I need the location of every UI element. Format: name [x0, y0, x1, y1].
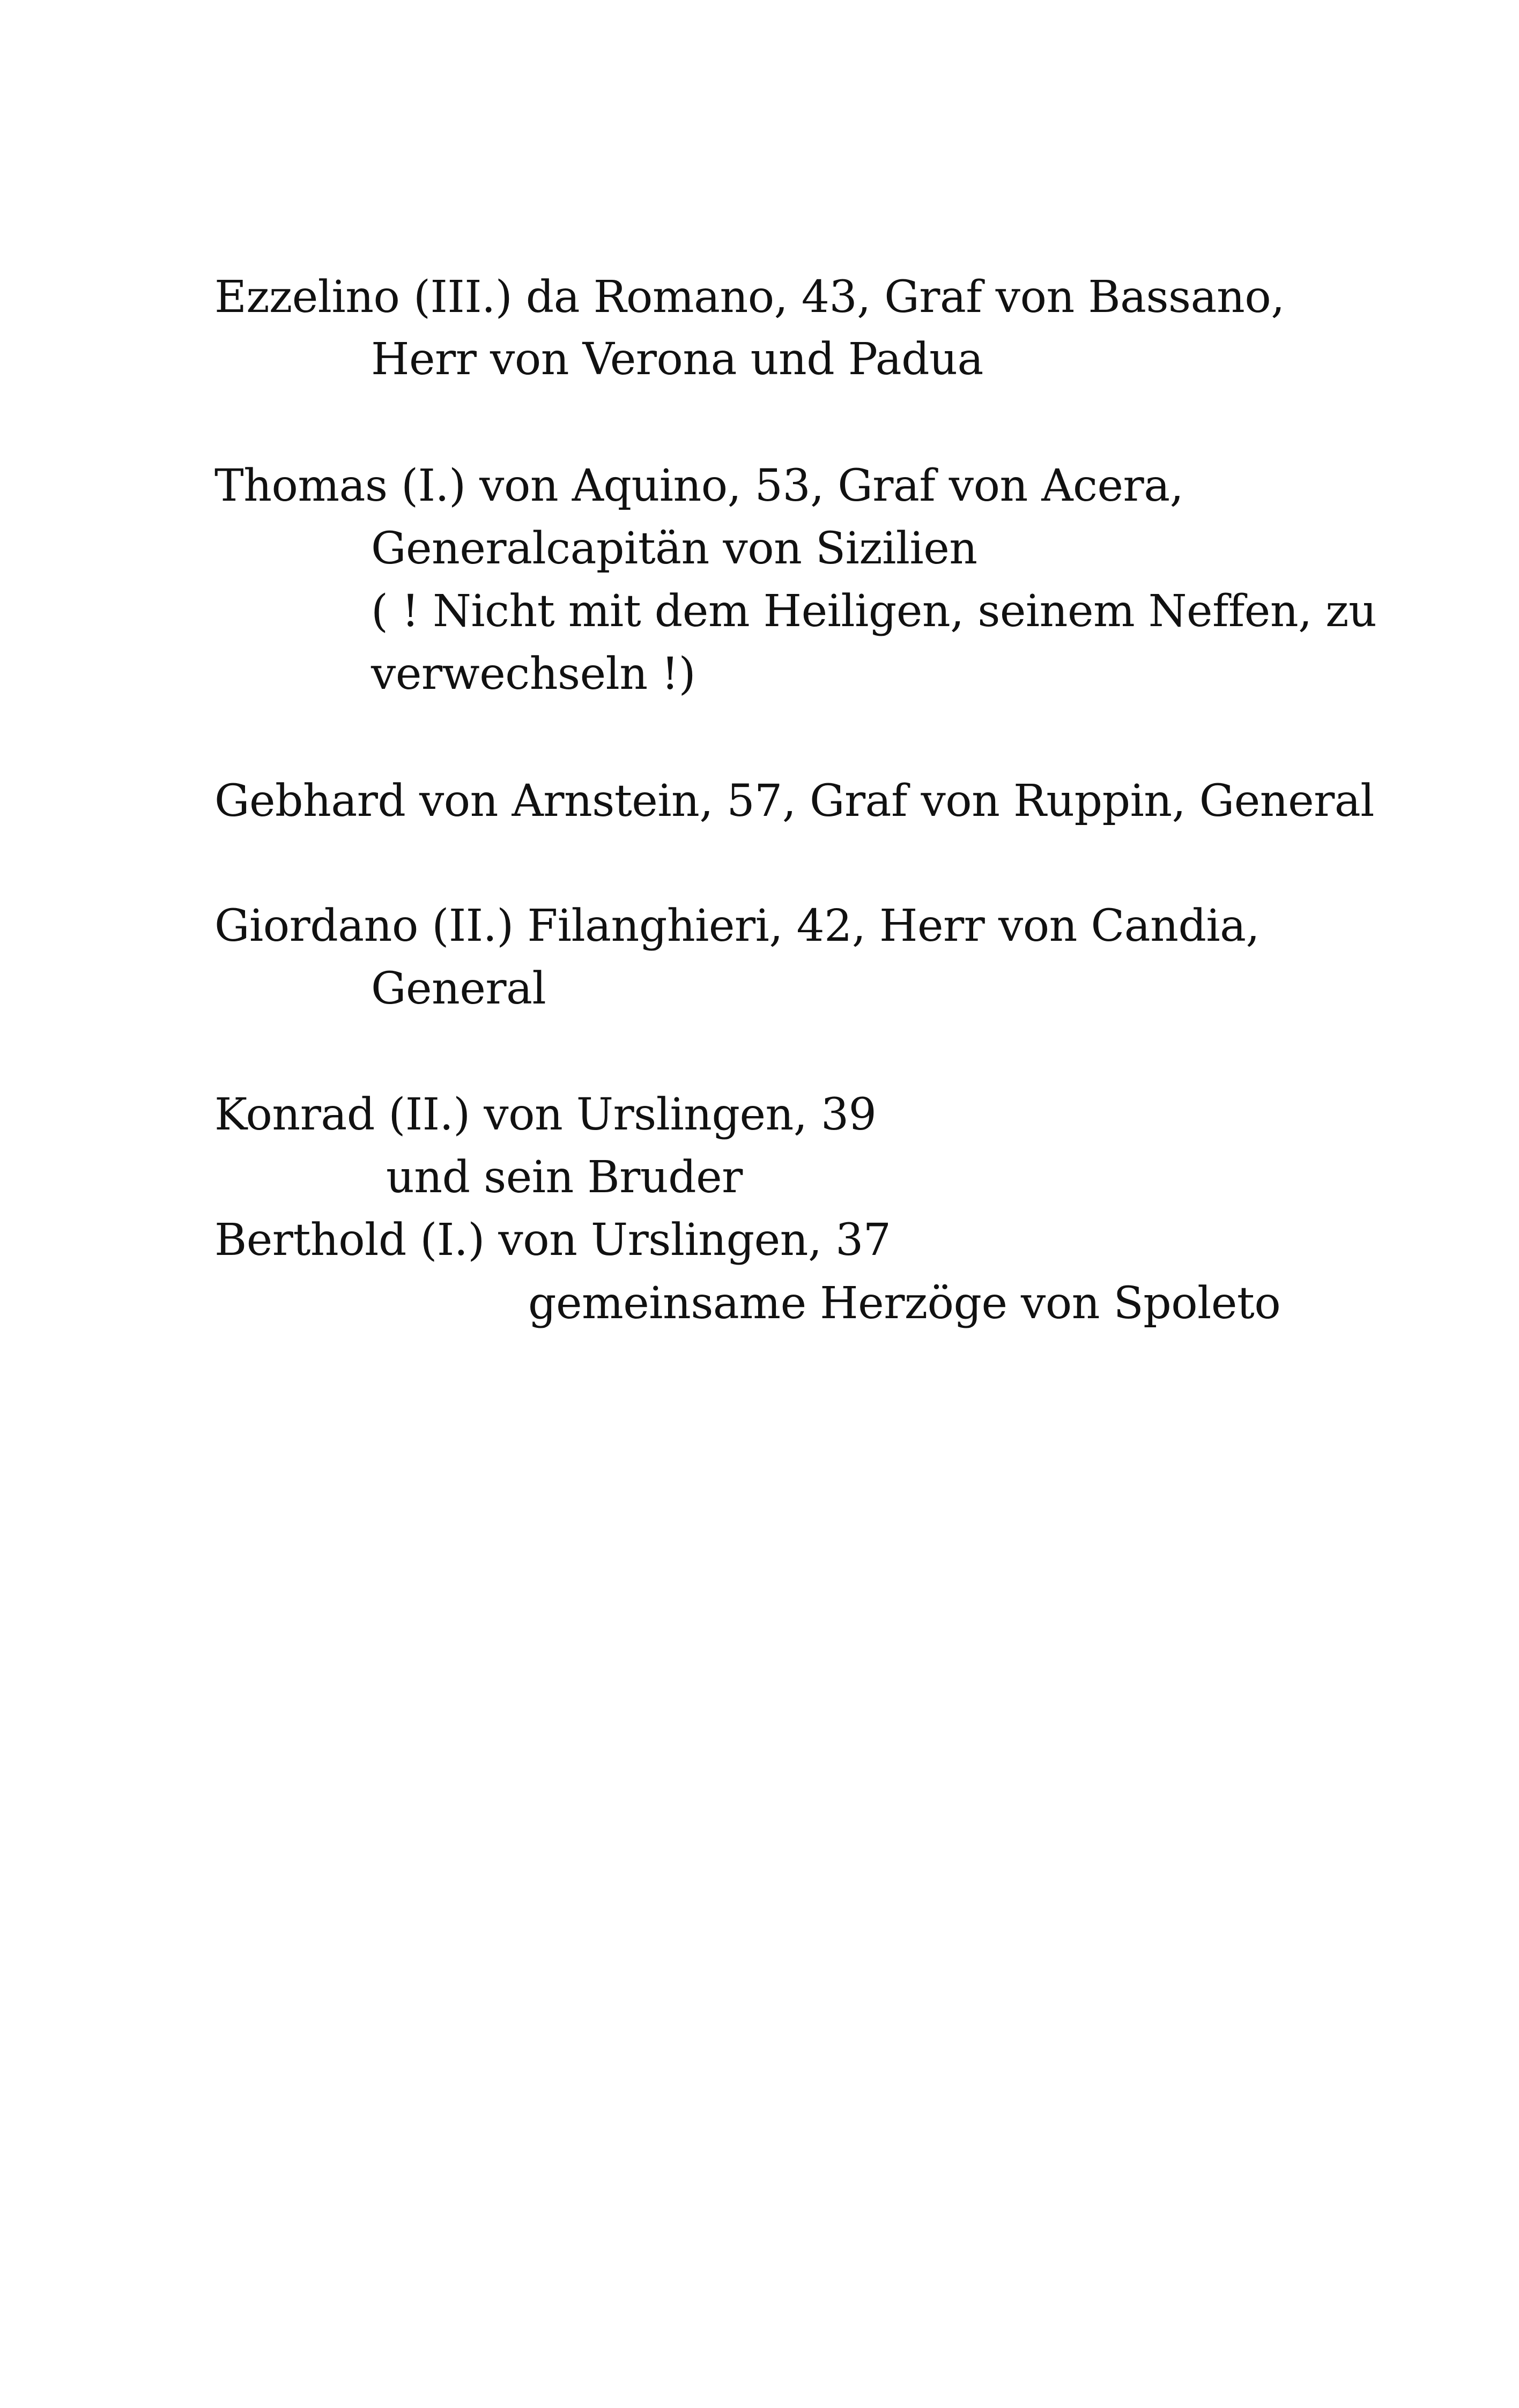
- entry-heading: Ezzelino (III.) da Romano, 43, Graf von Bassano,: [214, 272, 1285, 323]
- entry-heading: Konrad (II.) von Urslingen, 39: [214, 1089, 877, 1140]
- entry-heading-second: Berthold (I.) von Urslingen, 37: [214, 1215, 891, 1266]
- entry-heading: Gebhard von Arnstein, 57, Graf von Ruppin, General: [214, 776, 1374, 827]
- entry-heading: Thomas (I.) von Aquino, 53, Graf von Acera,: [214, 460, 1184, 511]
- entry-note-continued: verwechseln !): [371, 649, 696, 700]
- entry-detail: gemeinsame Herzöge von Spoleto: [528, 1278, 1281, 1329]
- entry-heading: Giordano (II.) Filanghieri, 42, Herr von Candia,: [214, 901, 1260, 952]
- entry-connector: und sein Bruder: [386, 1152, 743, 1203]
- entry-detail: Herr von Verona und Padua: [371, 334, 983, 385]
- entry-note: ( ! Nicht mit dem Heiligen, seinem Neffen, zu: [371, 586, 1377, 637]
- entry-detail: Generalcapitän von Sizilien: [371, 523, 977, 574]
- entry-detail: General: [371, 963, 546, 1014]
